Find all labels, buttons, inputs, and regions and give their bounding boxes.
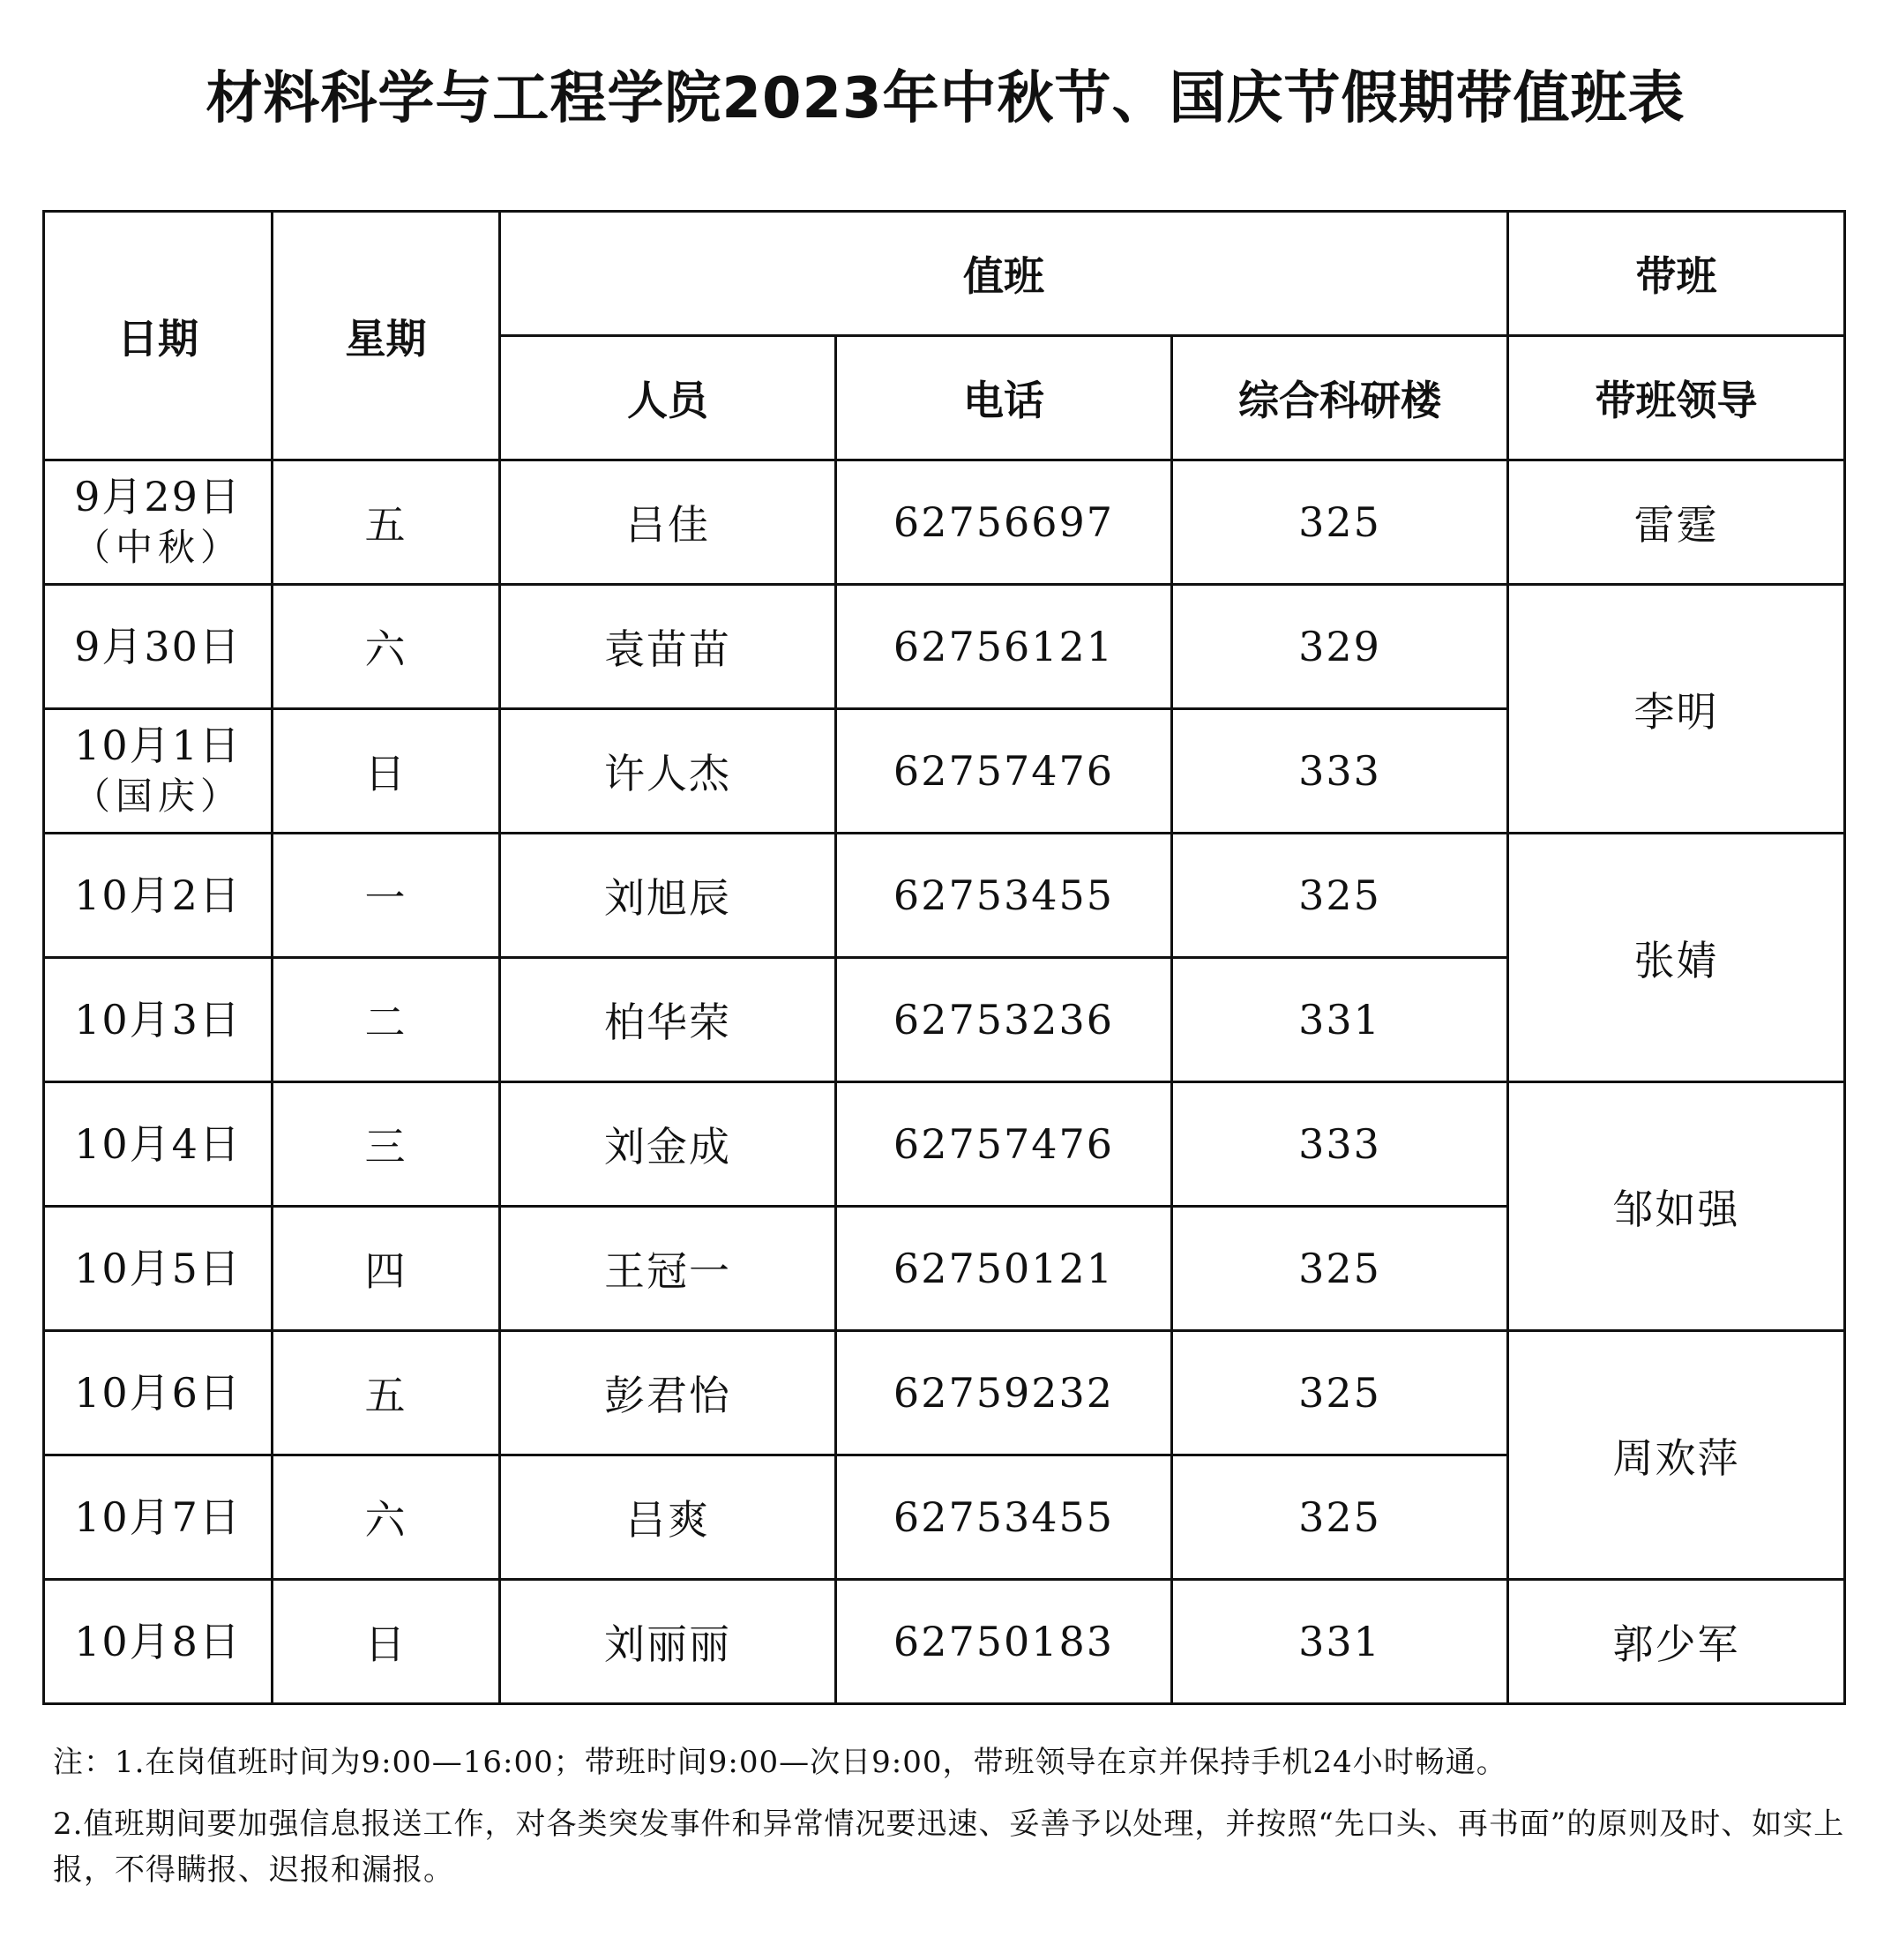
room-cell: 325 [1172, 1331, 1508, 1455]
room-cell: 325 [1172, 1207, 1508, 1331]
header-leader: 带班领导 [1508, 336, 1845, 460]
person-cell: 刘金成 [500, 1082, 836, 1207]
date-cell [44, 1580, 273, 1704]
note-item: 2.值班期间要加强信息报送工作，对各类突发事件和异常情况要迅速、妥善予以处理，并按照“先口头、再书面”的原则及时、如实上报，不得瞒报、迟报和漏报。 [53, 1807, 1845, 1888]
phone-cell: 62757476 [836, 709, 1172, 834]
date-text: 10月4日 [74, 1120, 242, 1168]
holiday-note: （中秋） [72, 526, 243, 569]
date-text: 10月8日 [74, 1618, 242, 1665]
date-text: 10月2日 [74, 872, 242, 919]
leader-cell: 周欢萍 [1508, 1331, 1845, 1580]
weekday-cell: 一 [273, 834, 500, 958]
duty-roster-table [42, 210, 1846, 1705]
leader-cell: 张婧 [1508, 834, 1845, 1082]
table-row [44, 834, 1845, 958]
header-row-1 [44, 212, 1845, 336]
date-cell [44, 1331, 273, 1455]
header-person: 人员 [500, 336, 836, 460]
date-cell [44, 1082, 273, 1207]
notes-section [53, 1739, 1852, 1893]
room-cell: 333 [1172, 1082, 1508, 1207]
date-text: 10月1日 [74, 722, 242, 769]
room-cell: 325 [1172, 834, 1508, 958]
header-lead-group: 带班 [1508, 212, 1845, 336]
holiday-note: （国庆） [72, 774, 243, 818]
note-item: 注：1.在岗值班时间为9:00—16:00；带班时间9:00—次日9:00，带班领导在京并保持手机24小时畅通。 [53, 1745, 1507, 1780]
phone-cell: 62753455 [836, 834, 1172, 958]
weekday-cell: 六 [273, 585, 500, 709]
date-cell [44, 1455, 273, 1580]
date-text: 10月7日 [74, 1493, 242, 1541]
date-cell [44, 709, 273, 834]
weekday-cell: 五 [273, 1331, 500, 1455]
phone-cell: 62753236 [836, 958, 1172, 1082]
person-cell: 王冠一 [500, 1207, 836, 1331]
date-text: 10月6日 [74, 1369, 242, 1417]
table-row [44, 1580, 1845, 1704]
weekday-cell: 四 [273, 1207, 500, 1331]
header-building: 综合科研楼 [1172, 336, 1508, 460]
header-weekday: 星期 [273, 212, 500, 460]
person-cell: 袁苗苗 [500, 585, 836, 709]
room-cell: 329 [1172, 585, 1508, 709]
person-cell: 刘旭辰 [500, 834, 836, 958]
leader-cell: 雷霆 [1508, 460, 1845, 585]
weekday-cell: 五 [273, 460, 500, 585]
table-row [44, 460, 1845, 585]
document-title: 材料科学与工程学院2023年中秋节、国庆节假期带值班表 [206, 66, 1685, 131]
person-cell: 彭君怡 [500, 1331, 836, 1455]
person-cell: 柏华荣 [500, 958, 836, 1082]
room-cell: 325 [1172, 1455, 1508, 1580]
date-cell [44, 460, 273, 585]
date-text: 10月5日 [74, 1245, 242, 1292]
weekday-cell: 三 [273, 1082, 500, 1207]
person-cell: 吕爽 [500, 1455, 836, 1580]
table-row [44, 1331, 1845, 1455]
person-cell: 刘丽丽 [500, 1580, 836, 1704]
weekday-cell: 六 [273, 1455, 500, 1580]
phone-cell: 62757476 [836, 1082, 1172, 1207]
header-duty-group: 值班 [500, 212, 1508, 336]
date-cell [44, 834, 273, 958]
phone-cell: 62750183 [836, 1580, 1172, 1704]
person-cell: 吕佳 [500, 460, 836, 585]
leader-cell: 邹如强 [1508, 1082, 1845, 1331]
phone-cell: 62753455 [836, 1455, 1172, 1580]
weekday-cell: 日 [273, 1580, 500, 1704]
header-date: 日期 [44, 212, 273, 460]
weekday-cell: 日 [273, 709, 500, 834]
date-text: 9月30日 [74, 623, 242, 670]
date-text: 10月3日 [74, 996, 242, 1044]
room-cell: 333 [1172, 709, 1508, 834]
date-cell [44, 958, 273, 1082]
header-phone: 电话 [836, 336, 1172, 460]
leader-cell: 郭少军 [1508, 1580, 1845, 1704]
room-cell: 331 [1172, 1580, 1508, 1704]
room-cell: 325 [1172, 460, 1508, 585]
room-cell: 331 [1172, 958, 1508, 1082]
weekday-cell: 二 [273, 958, 500, 1082]
date-text: 9月29日 [74, 473, 242, 520]
table-row [44, 1082, 1845, 1207]
table-row [44, 585, 1845, 709]
leader-cell: 李明 [1508, 585, 1845, 834]
phone-cell: 62750121 [836, 1207, 1172, 1331]
person-cell: 许人杰 [500, 709, 836, 834]
phone-cell: 62756697 [836, 460, 1172, 585]
phone-cell: 62756121 [836, 585, 1172, 709]
date-cell [44, 1207, 273, 1331]
date-cell [44, 585, 273, 709]
phone-cell: 62759232 [836, 1331, 1172, 1455]
